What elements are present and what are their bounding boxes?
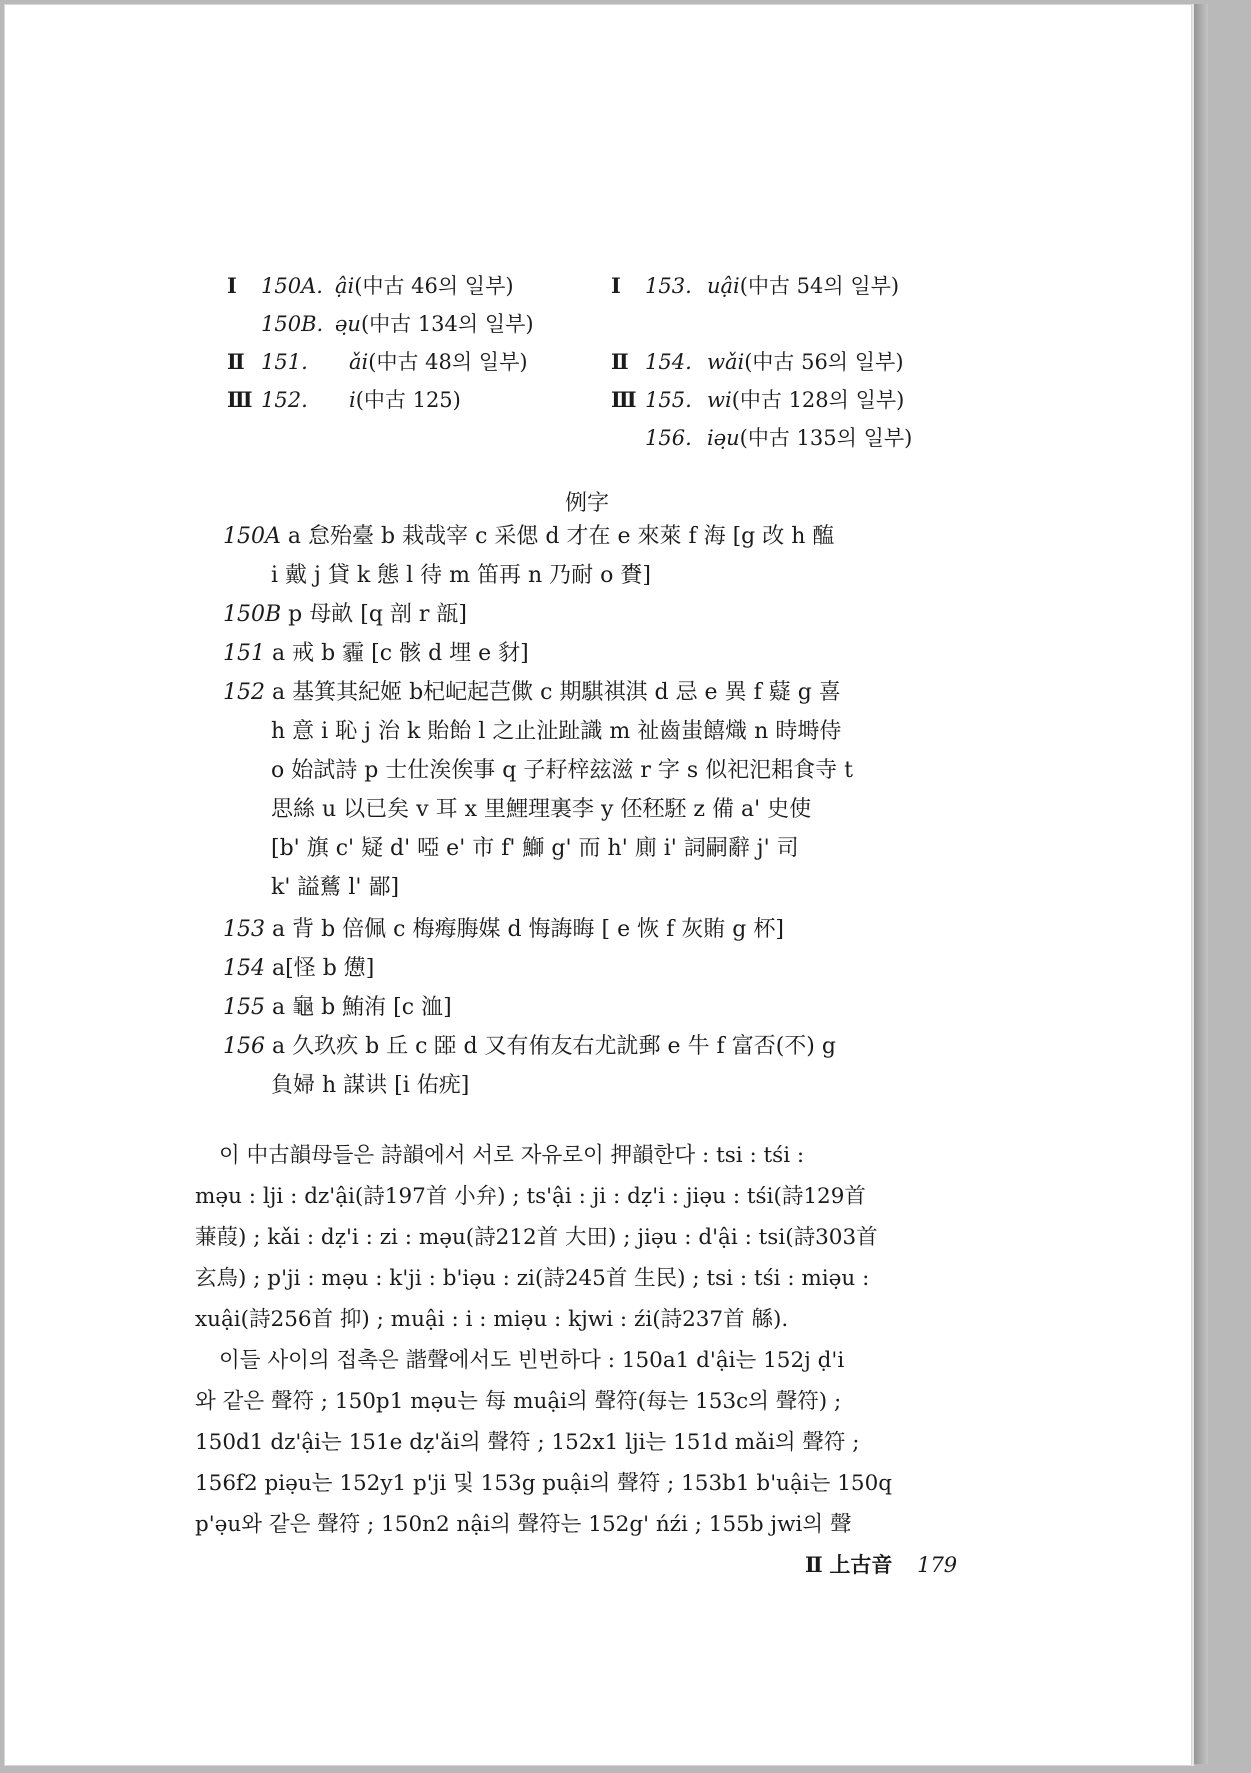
body-paragraph <box>195 1135 987 1340</box>
paragraph-line: p'ə̣u와 같은 聲符 ; 150n2 nậi의 聲符는 152g' ńźi ; 155b jwi의 聲 <box>195 1512 852 1537</box>
vowel-row: 150B. ə̣u(中古 134의 일부) <box>261 312 534 336</box>
vowel-row: Ⅰ 153. uậi(中古 54의 일부) <box>611 273 900 298</box>
vowel-row: Ⅱ 151. ǎi(中古 48의 일부) <box>227 349 528 374</box>
vowel-row: Ⅲ 152. i(中古 125) <box>227 387 461 412</box>
example-line: 負婦 h 謀䜤 [i 佑疣] <box>271 1073 470 1098</box>
paragraph-line: 이들 사이의 접촉은 諧聲에서도 빈번하다 : 150a1 d'ậi는 152j ḍ'i <box>219 1348 845 1373</box>
paragraph-line: mə̣u : lji : dz'ậi(詩197首 小弁) ; ts'ậi : ji : dẓ'i : jiə̣u : tśi(詩129首 <box>195 1184 866 1209</box>
paragraph-line: 156f2 piə̣u는 152y1 p'ji 및 153g puậi의 聲符 ; 153b1 b'uậi는 150q <box>195 1471 893 1496</box>
page-footer <box>805 1549 957 1579</box>
example-line: 思絲 u 以已矣 v 耳 x 里鯉理裏李 y 伾秠駓 z 備 a' 史使 <box>271 797 812 822</box>
page-edge-shadow <box>1192 4 1208 1764</box>
example-line: 154 a[怪 b 憊] <box>223 956 375 981</box>
body-paragraph <box>195 1340 987 1545</box>
vowel-row: Ⅰ 150A. ậi(中古 46의 일부) <box>227 273 514 298</box>
book-page <box>4 4 1192 1766</box>
example-line: h 意 i 恥 j 治 k 貽飴 l 之止沚趾識 m 祉齒蚩饎熾 n 時塒侍 <box>271 719 842 744</box>
paragraph-line: 와 같은 聲符 ; 150p1 mə̣u는 每 muậi의 聲符(每는 153c의 聲符) ; <box>195 1389 842 1414</box>
vowel-row: 156. iə̣u(中古 135의 일부) <box>645 426 913 450</box>
example-line: i 戴 j 貸 k 態 l 待 m 笛再 n 乃耐 o 賚] <box>271 563 651 588</box>
example-line: 151 a 戒 b 霾 [c 骸 d 埋 e 豺] <box>223 641 529 666</box>
example-line: 150B p 母畝 [q 剖 r 瓿] <box>223 602 467 627</box>
example-line: o 始試詩 p 士仕涘俟事 q 子耔梓玆滋 r 字 s 似祀汜耜食寺 t <box>271 758 853 783</box>
paragraph-line: 玄鳥) ; p'ji : mə̣u : k'ji : b'iə̣u : zi(詩245首 生民) ; tsi : tśi : miə̣u : <box>195 1266 870 1291</box>
page-content <box>5 5 1191 1765</box>
vowel-row: Ⅲ 155. wi(中古 128의 일부) <box>611 387 905 412</box>
example-line: 152 a 基箕其紀姬 b杞屺起芑僛 c 期騏祺淇 d 忌 e 異 f 薿 g 喜 <box>223 680 841 705</box>
example-line: [b' 旗 c' 疑 d' 啞 e' 市 f' 鰤 g' 而 h' 廁 i' 詞嗣辭 j' 司 <box>271 836 799 861</box>
paragraph-line: 이 中古韻母들은 詩韻에서 서로 자유로이 押韻한다 : tsi : tśi : <box>219 1143 805 1168</box>
example-line: k' 謚鶿 l' 鄙] <box>271 875 400 900</box>
example-line: 156 a 久玖疚 b 丘 c 𦣦 d 又有侑友右尤訧郵 e 牛 f 富否(不) g <box>223 1034 836 1059</box>
example-line: 153 a 背 b 倍佩 c 梅痗脢媒 d 悔誨晦 [ e 恢 f 灰賄 g 杯] <box>223 917 784 942</box>
paragraph-line: 蒹葭) ; kǎi : dẓ'i : zi : mə̣u(詩212首 大田) ; jiə̣u : d'ậi : tsi(詩303首 <box>195 1225 878 1250</box>
chapter-number: Ⅱ <box>805 1552 823 1577</box>
page-number: 179 <box>917 1553 958 1577</box>
paragraph-line: xuậi(詩256首 抑) ; muậi : i : miə̣u : kjwi : źi(詩237首 緜). <box>195 1307 789 1332</box>
example-line: 150A a 怠殆臺 b 栽哉宰 c 采偲 d 才在 e 來萊 f 海 [g 改 h 醢 <box>223 524 835 549</box>
vowel-row: Ⅱ 154. wǎi(中古 56의 일부) <box>611 349 904 374</box>
examples-heading: 例字 <box>565 491 610 516</box>
paragraph-line: 150d1 dz'ậi는 151e dẓ'ǎi의 聲符 ; 152x1 lji는 151d mǎi의 聲符 ; <box>195 1430 860 1455</box>
chapter-title: 上古音 <box>829 1552 893 1577</box>
example-line: 155 a 龜 b 鮪洧 [c 洫] <box>223 995 452 1020</box>
